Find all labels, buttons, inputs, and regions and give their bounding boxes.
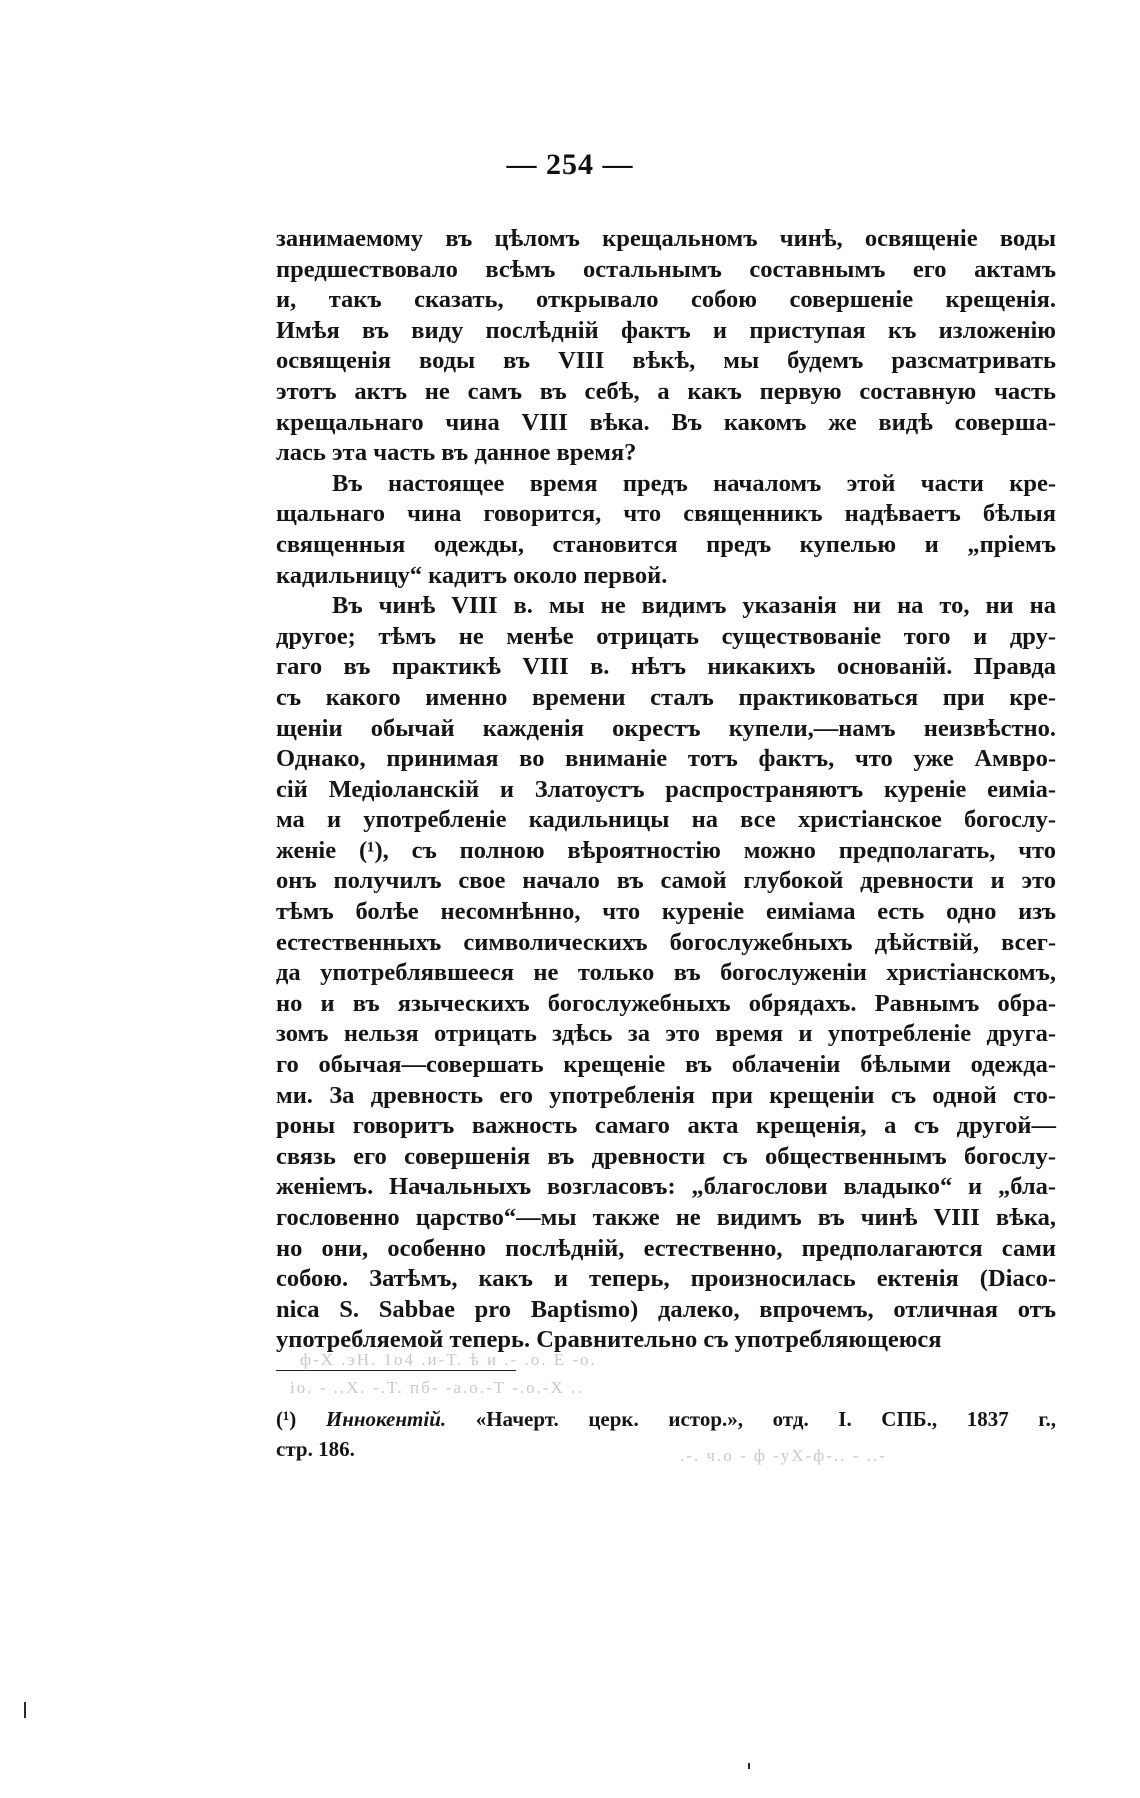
scan-mark [748,1763,750,1769]
text-line: этотъ актъ не самъ въ себѣ, а какъ первую составную часть [276,377,1056,405]
text-line: ма и употребленіе кадильницы на все христіанское богослу- [276,806,1056,834]
text-line: Въ чинѣ VIII в. мы не видимъ указанія ни на то, ни на [332,592,1056,620]
text-line: предшествовало всѣмъ остальнымъ составнымъ его актамъ [276,255,1056,283]
text-line: собою. Затѣмъ, какъ и теперь, произносилась ектенія (Diaco- [276,1265,1056,1293]
text-line: священныя одежды, становится предъ купелью и „пріемъ [276,530,1056,558]
text-line: естественныхъ символическихъ богослужебныхъ дѣйствій, всег- [276,928,1056,956]
text-line: го обычая—совершать крещеніе въ облаченіи бѣлыми одежда- [276,1051,1056,1079]
text-line: Въ настоящее время предъ началомъ этой части кре- [332,469,1056,497]
text-line: тѣмъ болѣе несомнѣнно, что куреніе еиміама есть одно изъ [276,898,1056,926]
footnote-line-2: стр. 186. [276,1437,355,1461]
text-line: да употреблявшееся не только въ богослуженіи христіанскомъ, [276,959,1056,987]
text-line: Имѣя въ виду послѣдній фактъ и приступая къ изложенію [276,316,1056,344]
footnote [276,1404,1056,1464]
text-line: съ какого именно времени сталъ практиковаться при кре- [276,683,1056,711]
text-line: женіемъ. Начальныхъ возгласовъ: „благослови владыко“ и „бла- [276,1173,1056,1201]
footnote-divider [276,1370,516,1371]
text-line: женіе (¹), съ полною вѣроятностію можно предполагать, что [276,836,1056,864]
text-line: лась эта часть въ данное время? [276,439,637,467]
text-line: другое; тѣмъ не менѣе отрицать существованіе того и дру- [276,622,1056,650]
text-line: зомъ нельзя отрицать здѣсь за это время и употребленіе друга- [276,1020,1056,1048]
text-line: употребляемой теперь. Сравнительно съ употребляющеюся [276,1326,942,1354]
footnote-marker: (¹) [276,1407,297,1431]
text-line: связь его совершенія въ древности съ общественнымъ богослу- [276,1142,1056,1170]
body-text [276,224,1056,1356]
text-line: гаго въ практикѣ VIII в. нѣтъ никакихъ основаній. Правда [276,653,1056,681]
text-line: освященія воды въ VIII вѣкѣ, мы будемъ разсматривать [276,347,1056,375]
text-line: крещальнаго чина VIII вѣка. Въ какомъ же видѣ совершa- [276,408,1056,436]
text-line: кадильницу“ кадитъ около первой. [276,561,668,589]
text-line: гословенно царство“—мы также не видимъ въ чинѣ VIII вѣка, [276,1204,1056,1231]
text-line: но и въ языческихъ богослужебныхъ обрядахъ. Равнымъ обра- [276,989,1056,1017]
text-line: и, такъ сказать, открывало собою совершеніе крещенія. [276,286,1056,314]
text-line: щеніи обычай кажденія окрестъ купели,—намъ неизвѣстно. [276,714,1056,742]
text-line: но они, особенно послѣдній, естественно, предполагаются сами [276,1234,1056,1262]
text-line: Однако, принимая во вниманіе тотъ фактъ, что уже Амвро- [276,745,1056,773]
footnote-author: Иннокентій. [325,1407,447,1431]
text-line: nica S. Sabbae pro Baptismo) далеко, впрочемъ, отличная отъ [276,1295,1056,1323]
text-line: ми. За древность его употребленія при крещеніи съ одной сто- [276,1081,1056,1109]
text-line: занимаемому въ цѣломъ крещальномъ чинѣ, освященіе воды [276,225,1056,252]
bleed-through-text: іо. ‑ ..Х. ‑.Т. пб‑ ‑а.о.‑Т ‑.о.‑Х .. [290,1378,584,1397]
text-line: сій Медіоланскій и Златоустъ распространяютъ куреніе еиміа- [276,775,1056,803]
text-line: щальнаго чина говорится, что священникъ надѣваетъ бѣлыя [276,500,1056,528]
footnote-line [276,1404,1056,1434]
page-number: — 254 — [506,148,634,181]
text-line: роны говоритъ важность самаго акта крещенія, а съ другой— [276,1112,1056,1140]
scan-mark [24,1702,26,1718]
footnote-citation: «Начерт. церк. истор.», отд. I. СПБ., 1837 г., [475,1407,1056,1431]
text-line: онъ получилъ свое начало въ самой глубокой древности и это [276,867,1056,895]
bleed-through-text: .‑. ч.о ‑ ф ‑уХ‑ф‑.. ‑ ..‑ [680,1446,887,1465]
bleed-through-text: ф‑Х .эН. 1о4 .и‑Т. ѣ и .‑ .о. Е ‑о. [300,1350,597,1369]
